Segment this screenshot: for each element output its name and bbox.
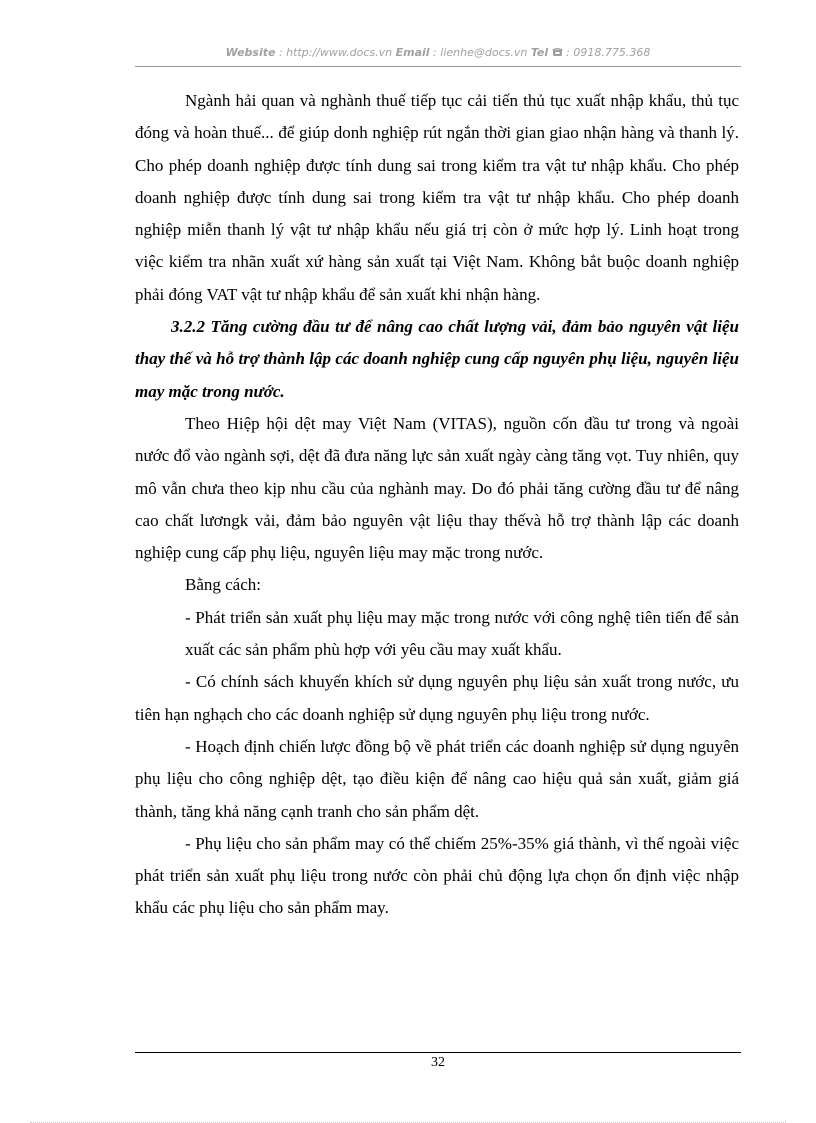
page-header	[135, 46, 741, 60]
paragraph-methods-intro: Bằng cách:	[185, 575, 261, 595]
paragraph-vitas: Theo Hiệp hội dệt may Việt Nam (VITAS), nguồn cốn đầu tư trong và ngoài nước đổ vào ngành sợi, dệt đã đưa năng lực sản xuất ngày càng tăng vọt. Tuy nhiên, quy mô vẫn chưa theo kịp nhu cầu của nghành may. Do đó phải tăng cường đầu tư để nâng cao chất lươngk vải, đảm bảo nguyên vật liệu thay thếvà hỗ trợ thành lập các doanh nghiệp cung cấp phụ liệu, nguyên liệu may mặc trong nước.	[135, 413, 739, 563]
email-label: Email	[395, 46, 430, 59]
document-body	[135, 85, 739, 925]
website-label: Website	[225, 46, 276, 59]
header-divider	[135, 66, 741, 67]
section-heading: 3.2.2 Tăng cường đầu tư để nâng cao chất lượng vải, đảm bảo nguyên vật liệu thay thế và hỗ trợ thành lập các doanh nghiệp cung cấp nguyên phụ liệu, nguyên liệu may mặc trong nước.	[135, 317, 739, 401]
list-item: - Hoạch định chiến lược đồng bộ về phát triển các doanh nghiệp sử dụng nguyên phụ liệu cho công nghiệp dệt, tạo điều kiện để nâng cao hiệu quả sản xuất, giảm giá thành, tăng khả năng cạnh tranh cho sản phẩm dệt.	[135, 736, 739, 821]
paragraph-customs: Ngành hải quan và nghành thuế tiếp tục cải tiến thủ tục xuất nhập khẩu, thủ tục đóng và hoàn thuế... để giúp donh nghiệp rút ngắn thời gian giao nhận hàng và thanh lý. Cho phép doanh nghiệp được tính dung sai trong kiểm tra vật tư nhập khẩu. Cho phép doanh nghiệp được tính dung sai trong kiểm tra vật tư nhập khẩu. Cho phép doanh nghiệp miễn thanh lý vật tư nhập khẩu nếu giá trị còn ở mức hợp lý. Linh hoạt trong việc kiểm tra nhãn xuất xứ hàng sản xuất tại Việt Nam. Không bắt buộc doanh nghiệp phải đóng VAT vật tư nhập khẩu để sản xuất khi nhận hàng.	[135, 91, 739, 304]
email-value: : lienhe@docs.vn	[429, 46, 531, 59]
tel-value: : 0918.775.368	[562, 46, 651, 59]
list-item: - Phát triển sản xuất phụ liệu may mặc trong nước với công nghệ tiên tiến để sản xuất các sản phẩm phù hợp với yêu cầu may xuất khẩu.	[185, 607, 739, 660]
tel-label: Tel	[530, 46, 549, 59]
page-number: 32	[431, 1055, 445, 1070]
website-value: : http://www.docs.vn	[275, 46, 396, 59]
footer-divider	[135, 1052, 741, 1053]
list-item: - Có chính sách khuyến khích sử dụng nguyên phụ liệu sản xuất trong nước, ưu tiên hạn nghạch cho các doanh nghiệp sử dụng nguyên phụ liệu trong nước.	[135, 672, 739, 724]
list-item: - Phụ liệu cho sản phẩm may có thể chiếm 25%-35% giá thành, vì thế ngoài việc phát triển sản xuất phụ liệu trong nước còn phải chủ động lựa chọn ổn định việc nhập khẩu các phụ liệu cho sản phẩm may.	[135, 833, 739, 918]
phone-icon	[552, 47, 563, 60]
